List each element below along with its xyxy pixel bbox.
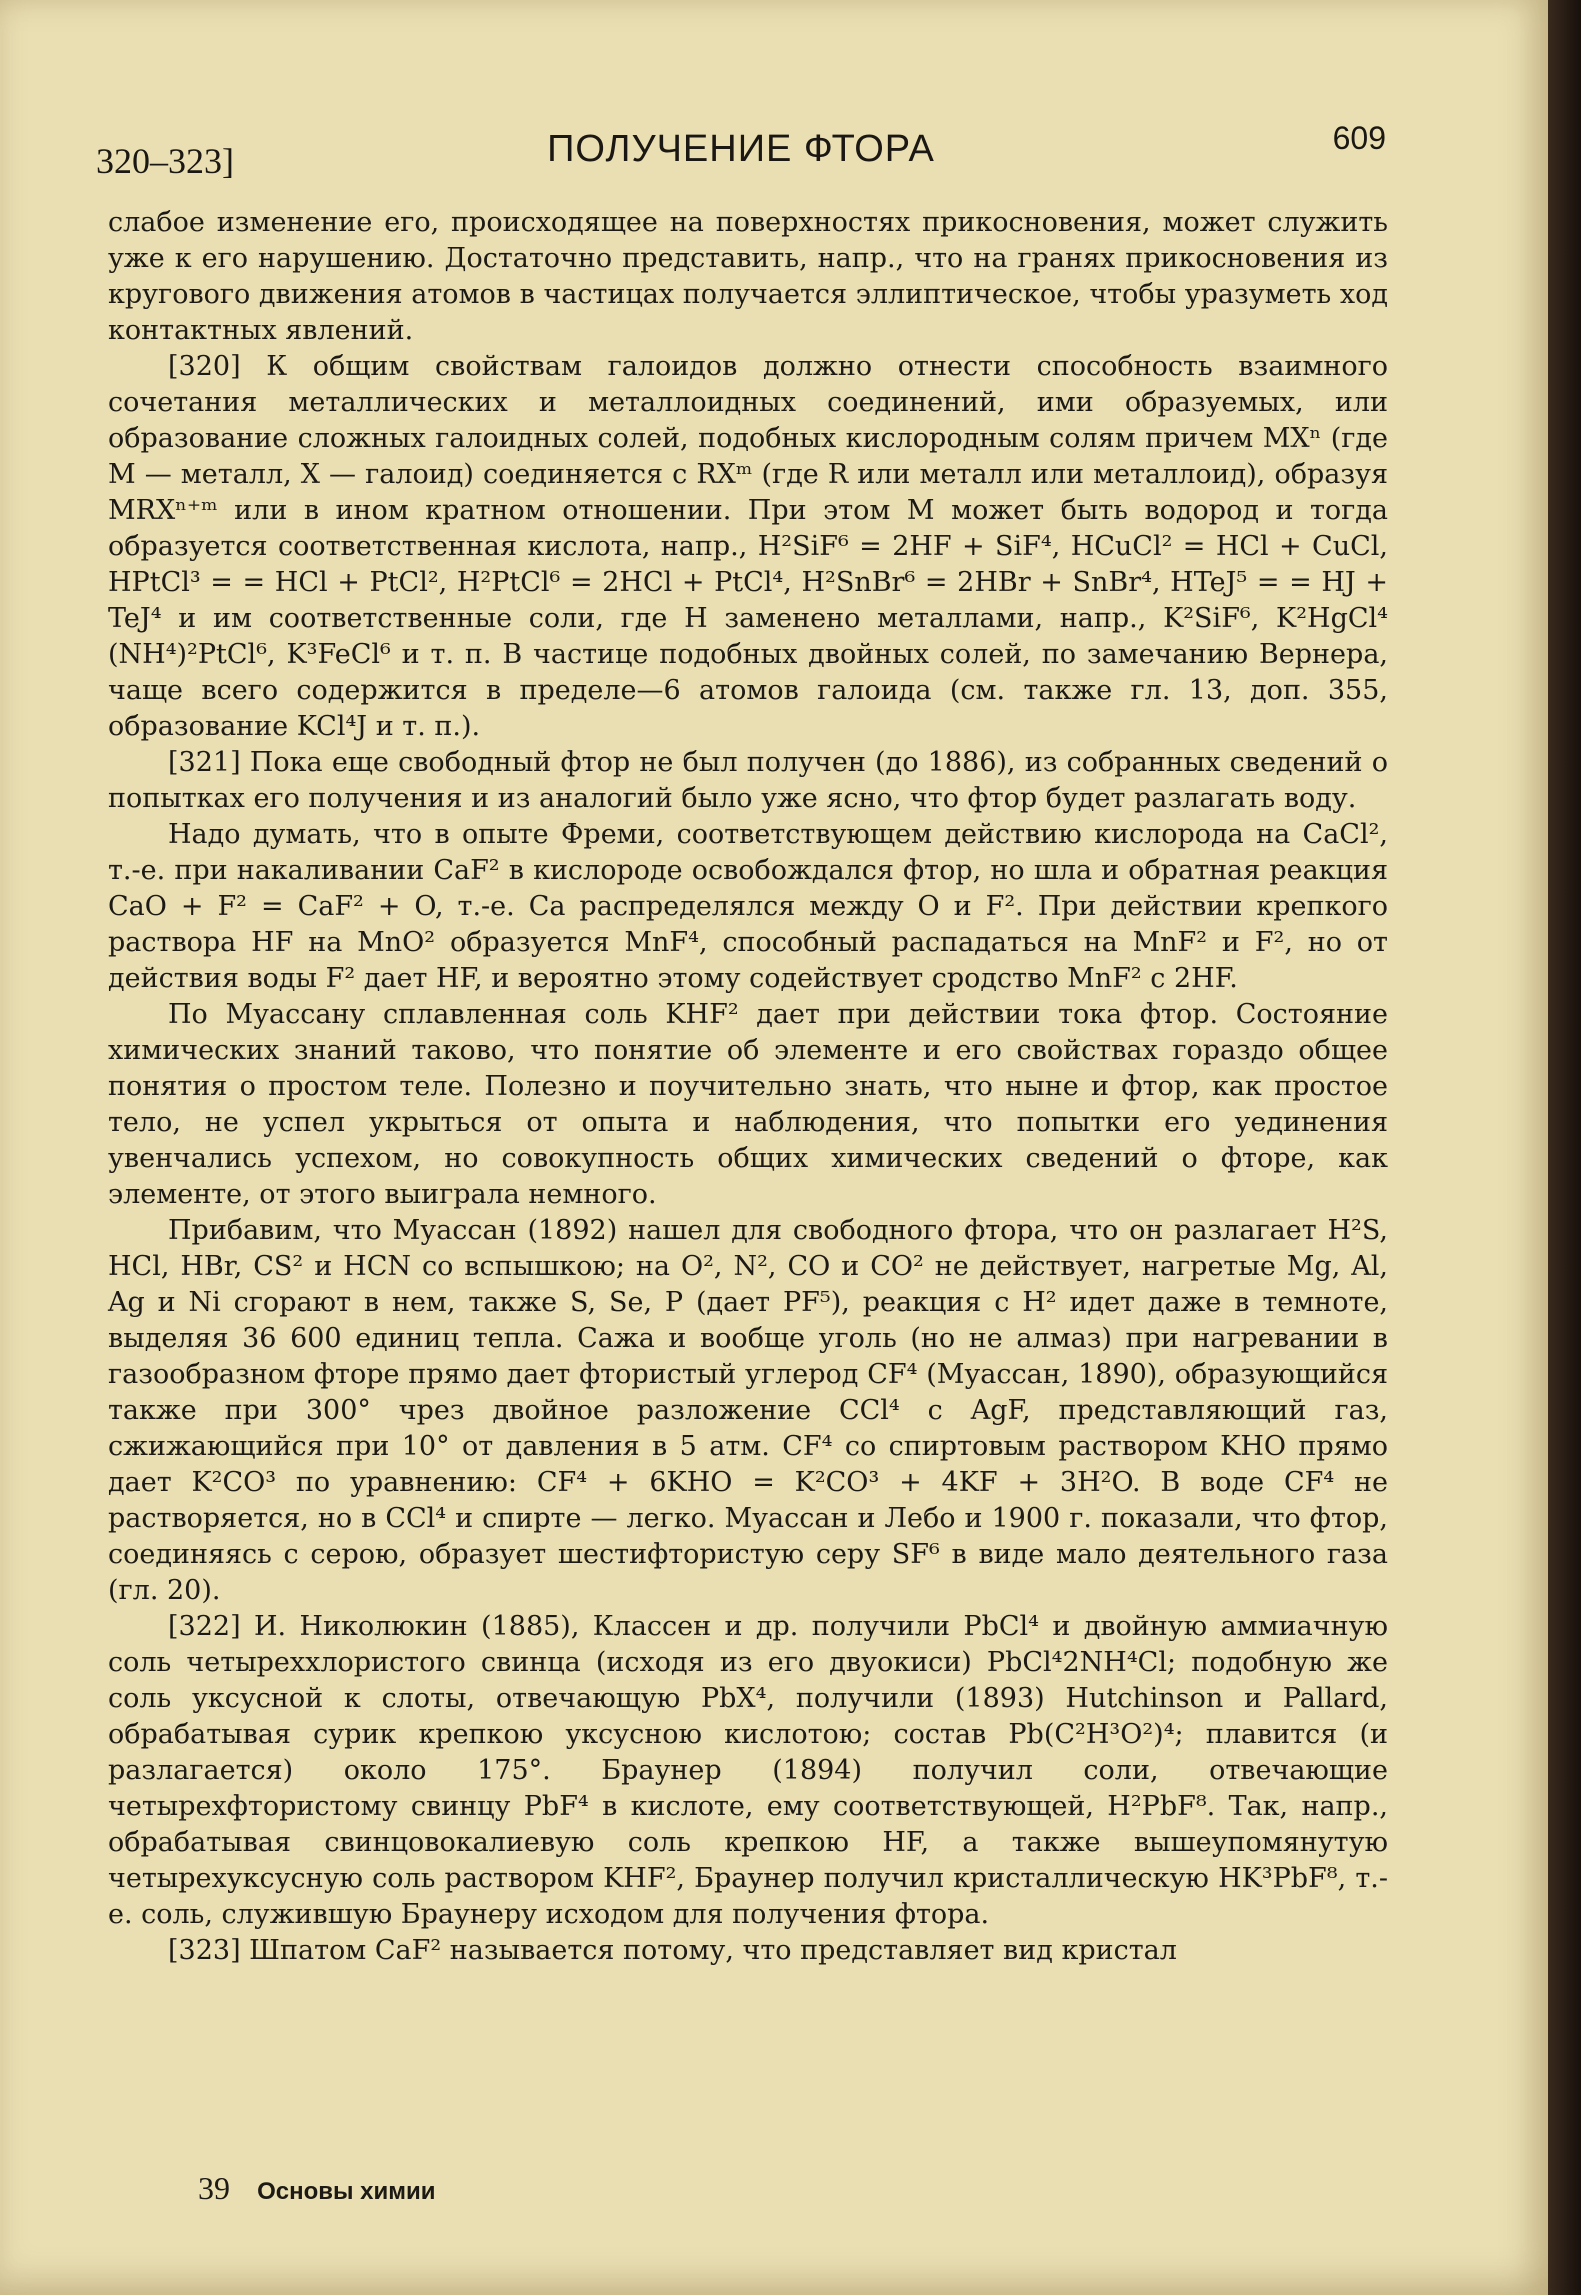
paragraph-321: [321] Пока еще свободный фтор не был получен (до 1886), из собранных сведений о попытках его получения и из аналогий было уже ясно, что фтор будет разлагать воду. [108,747,1388,814]
paragraph-moissan-1892: Прибавим, что Муассан (1892) нашел для свободного фтора, что он разлагает H²S, HCl, HBr, CS² и HCN со вспышкою; на O², N², CO и CO² не действует, нагретые Mg, Al, Ag и Ni сгорают в нем, также S, Se, P (дает PF⁵), реакция с H² идет даже в темноте, выделяя 36 600 единиц тепла. Сажа и вообще уголь (но не алмаз) при нагревании в газообразном фторе прямо дает фтористый углерод CF⁴ (Муассан, 1890), образующийся также при 300° чрез двойное разложение CCl⁴ с AgF, представляющий газ, сжижающийся при 10° от давления в 5 атм. CF⁴ со спиртовым раствором KHO прямо дает K²CO³ по уравнению: CF⁴ + 6KHO = K²CO³ + 4KF + 3H²O. В воде CF⁴ не растворяется, но в CCl⁴ и спирте — легко. Муассан и Лебо и 1900 г. показали, что фтор, соединяясь с серою, образует шестифтористую серу SF⁶ в виде мало деятельного газа (гл. 20). [108,1215,1388,1606]
section-range: 320–323] [96,141,234,181]
paragraph-fremy: Надо думать, что в опыте Фреми, соответствующем действию кислорода на CaCl², т.-е. при накаливании CaF² в кислороде освобождался фтор, но шла и обратная реакция CaO + F² = CaF² + O, т.-е. Ca распределялся между O и F². При действии крепкого раствора HF на MnO² образуется MnF⁴, способный распадаться на MnF² и F², но от действия воды F² дает HF, и вероятно этому содействует сродство MnF² с 2HF. [108,819,1388,994]
paragraph-moissan: По Муассану сплавленная соль KHF² дает при действии тока фтор. Состояние химических знаний таково, что понятие об элементе и его свойствах гораздо общее понятия о простом теле. Полезно и поучительно знать, что ныне и фтор, как простое тело, не успел укрыться от опыта и наблюдения, что попытки его уединения увенчались успехом, но совокупность общих химических сведений о фторе, как элементе, от этого выиграла немного. [108,999,1388,1210]
page-header [96,118,1386,181]
paragraph-320: [320] К общим свойствам галоидов должно отнести способность взаимного сочетания металлических и металлоидных соединений, ими образуемых, или образование сложных галоидных солей, подобных кислородным солям причем MXⁿ (где M — металл, X — галоид) соединяется с RXᵐ (где R или металл или металлоид), образуя MRXⁿ⁺ᵐ или в ином кратном отношении. При этом M может быть водород и тогда образуется соответственная кислота, напр., H²SiF⁶ = 2HF + SiF⁴, HCuCl² = HCl + CuCl, HPtCl³ = = HCl + PtCl², H²PtCl⁶ = 2HCl + PtCl⁴, H²SnBr⁶ = 2HBr + SnBr⁴, HTeJ⁵ = = HJ + TeJ⁴ и им соответственные соли, где H заменено металлами, напр., K²SiF⁶, K²HgCl⁴ (NH⁴)²PtCl⁶, K³FeCl⁶ и т. п. В частице подобных двойных солей, по замечанию Вернера, чаще всего содержится в пределе—6 атомов галоида (см. также гл. 13, доп. 355, образование KCl⁴J и т. п.). [108,351,1388,742]
page-body [108,205,1388,1969]
page-number: 609 [1332,120,1386,156]
signature-title: Основы химии [257,2178,436,2205]
page-footer [198,2170,436,2207]
paragraph-322: [322] И. Николюкин (1885), Классен и др. получили PbCl⁴ и двойную аммиачную соль четыреххлористого свинца (исходя из его двуокиси) PbCl⁴2NH⁴Cl; подобную же соль уксусной к слоты, отвечающую PbX⁴, получили (1893) Hutchinson и Pallard, обрабатывая сурик крепкою уксусною кислотою; состав Pb(C²H³O²)⁴; плавится (и разлагается) около 175°. Браунер (1894) получил соли, отвечающие четырехфтористому свинцу PbF⁴ в кислоте, ему соответствующей, H²PbF⁸. Так, напр., обрабатывая свинцовокалиевую соль крепкою HF, а также вышеупомянутую четырехуксусную соль раствором KHF², Браунер получил кристаллическую HK³PbF⁸, т.-е. соль, служившую Браунеру исходом для получения фтора. [108,1611,1388,1930]
paragraph-continuation: слабое изменение его, происходящее на поверхностях прикосновения, может служить уже к его нарушению. Достаточно представить, напр., что на гранях прикосновения из кругового движения атомов в частицах получается эллиптическое, чтобы уразуметь ход контактных явлений. [108,207,1388,346]
signature-number: 39 [198,2170,230,2206]
paragraph-323: [323] Шпатом CaF² называется потому, что представляет вид кристал [168,1935,1177,1966]
book-edge [1548,0,1581,2295]
page-title: ПОЛУЧЕНИЕ ФТОРА [547,128,935,170]
